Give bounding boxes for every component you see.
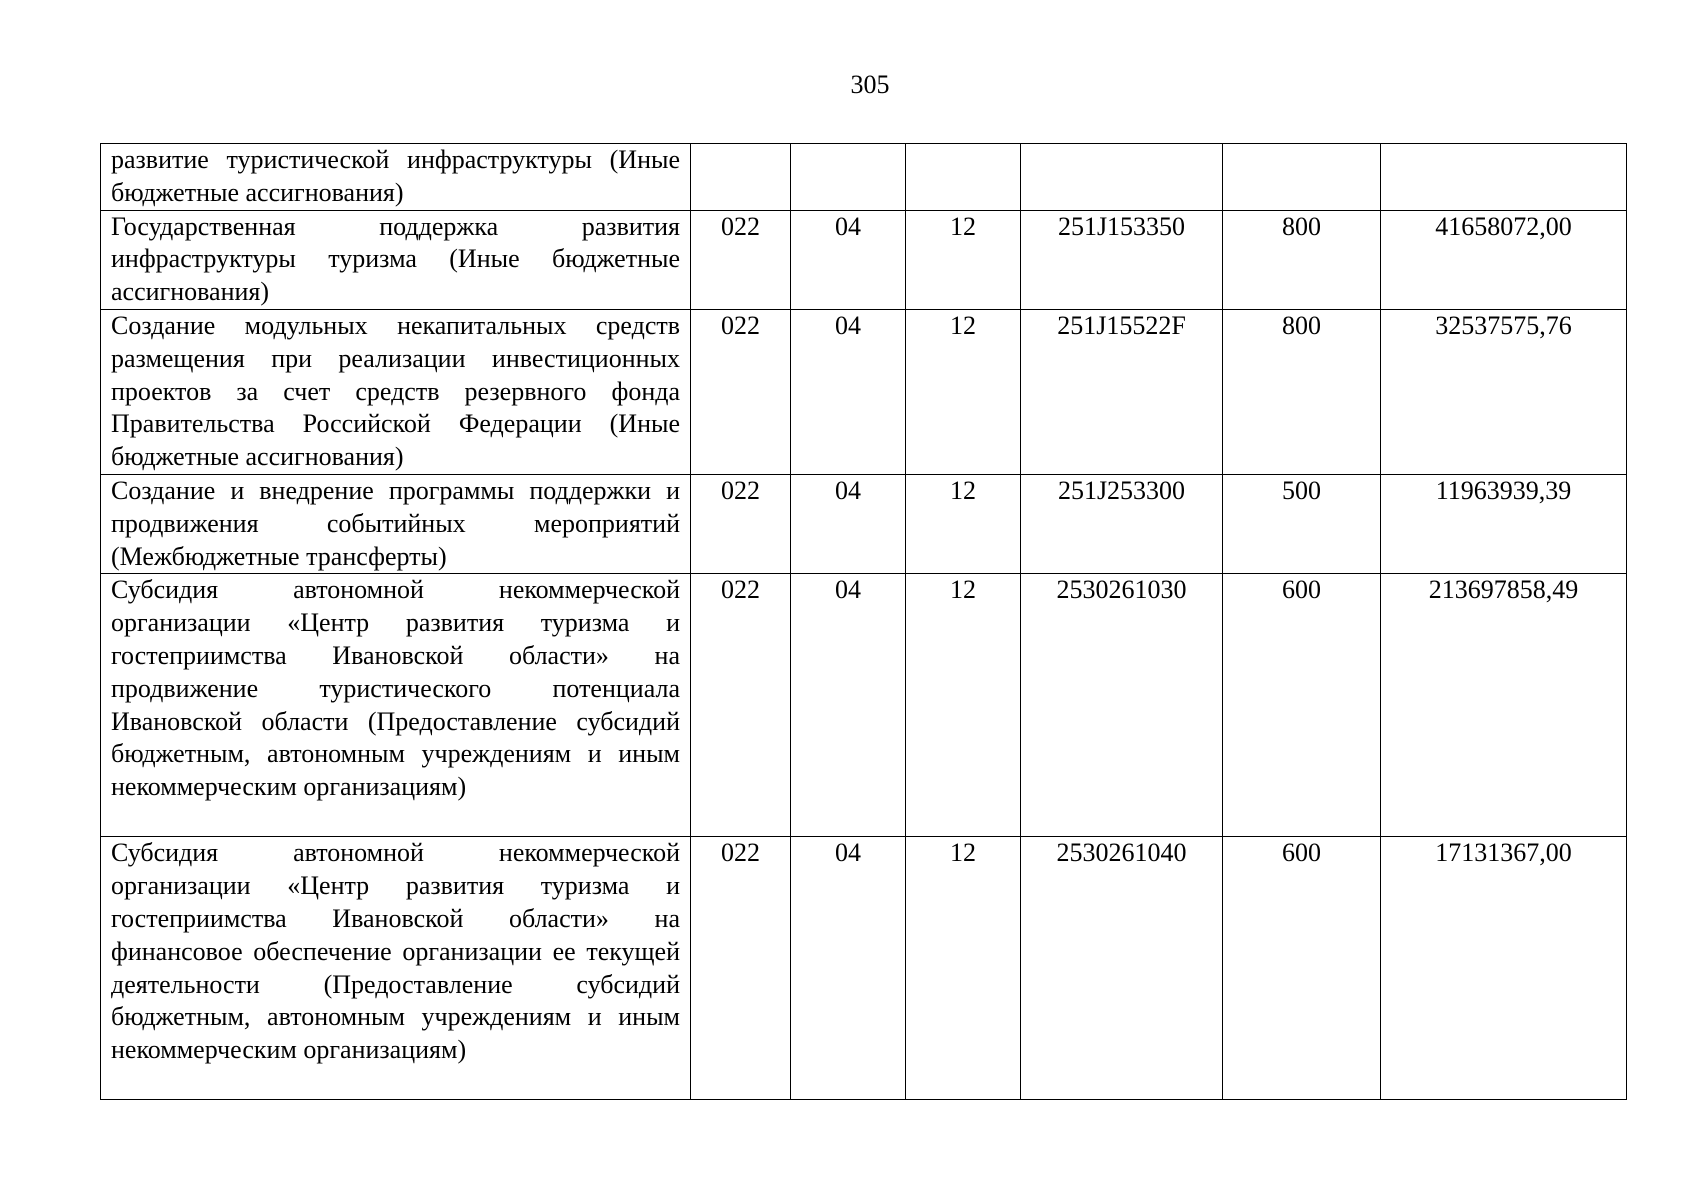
expense-type-code: 800 <box>1223 210 1381 309</box>
expense-type-code: 500 <box>1223 474 1381 573</box>
target-article-code: 251J153350 <box>1021 210 1223 309</box>
subsection-code: 12 <box>906 574 1021 837</box>
amount-value <box>1381 144 1627 211</box>
ministry-code: 022 <box>691 474 791 573</box>
row-description: развитие туристической инфраструктуры (Иные бюджетные ассигнования) <box>101 144 691 211</box>
amount-value: 213697858,49 <box>1381 574 1627 837</box>
row-description: Субсидия автономной некоммерческой организации «Центр развития туризма и гостеприимства Ивановской области» на финансовое обеспечение организации ее текущей деятельности (Предоставление субсидий бюджетным, автономным учреждениям и иным некоммерческим организациям) <box>101 837 691 1100</box>
target-article-code: 2530261030 <box>1021 574 1223 837</box>
section-code <box>791 144 906 211</box>
target-article-code <box>1021 144 1223 211</box>
subsection-code: 12 <box>906 474 1021 573</box>
row-description: Субсидия автономной некоммерческой организации «Центр развития туризма и гостеприимства Ивановской области» на продвижение туристического потенциала Ивановской области (Предоставление субсидий бюджетным, автономным учреждениям и иным некоммерческим организациям) <box>101 574 691 837</box>
table-row <box>101 144 1627 211</box>
budget-table <box>100 143 1627 1100</box>
target-article-code: 2530261040 <box>1021 837 1223 1100</box>
ministry-code: 022 <box>691 574 791 837</box>
subsection-code: 12 <box>906 210 1021 309</box>
subsection-code <box>906 144 1021 211</box>
table-row <box>101 574 1627 837</box>
table-row <box>101 837 1627 1100</box>
row-description: Государственная поддержка развития инфраструктуры туризма (Иные бюджетные ассигнования) <box>101 210 691 309</box>
row-description: Создание модульных некапитальных средств размещения при реализации инвестиционных проектов за счет средств резервного фонда Правительства Российской Федерации (Иные бюджетные ассигнования) <box>101 309 691 474</box>
section-code: 04 <box>791 474 906 573</box>
expense-type-code: 800 <box>1223 309 1381 474</box>
expense-type-code: 600 <box>1223 574 1381 837</box>
target-article-code: 251J253300 <box>1021 474 1223 573</box>
subsection-code: 12 <box>906 837 1021 1100</box>
amount-value: 17131367,00 <box>1381 837 1627 1100</box>
section-code: 04 <box>791 210 906 309</box>
ministry-code: 022 <box>691 837 791 1100</box>
table-row <box>101 474 1627 573</box>
section-code: 04 <box>791 309 906 474</box>
row-description: Создание и внедрение программы поддержки и продвижения событийных мероприятий (Межбюджетные трансферты) <box>101 474 691 573</box>
subsection-code: 12 <box>906 309 1021 474</box>
table-row <box>101 309 1627 474</box>
target-article-code: 251J15522F <box>1021 309 1223 474</box>
page-number: 305 <box>850 70 890 99</box>
ministry-code: 022 <box>691 309 791 474</box>
amount-value: 41658072,00 <box>1381 210 1627 309</box>
ministry-code <box>691 144 791 211</box>
expense-type-code <box>1223 144 1381 211</box>
expense-type-code: 600 <box>1223 837 1381 1100</box>
section-code: 04 <box>791 837 906 1100</box>
table-row <box>101 210 1627 309</box>
section-code: 04 <box>791 574 906 837</box>
ministry-code: 022 <box>691 210 791 309</box>
amount-value: 32537575,76 <box>1381 309 1627 474</box>
amount-value: 11963939,39 <box>1381 474 1627 573</box>
